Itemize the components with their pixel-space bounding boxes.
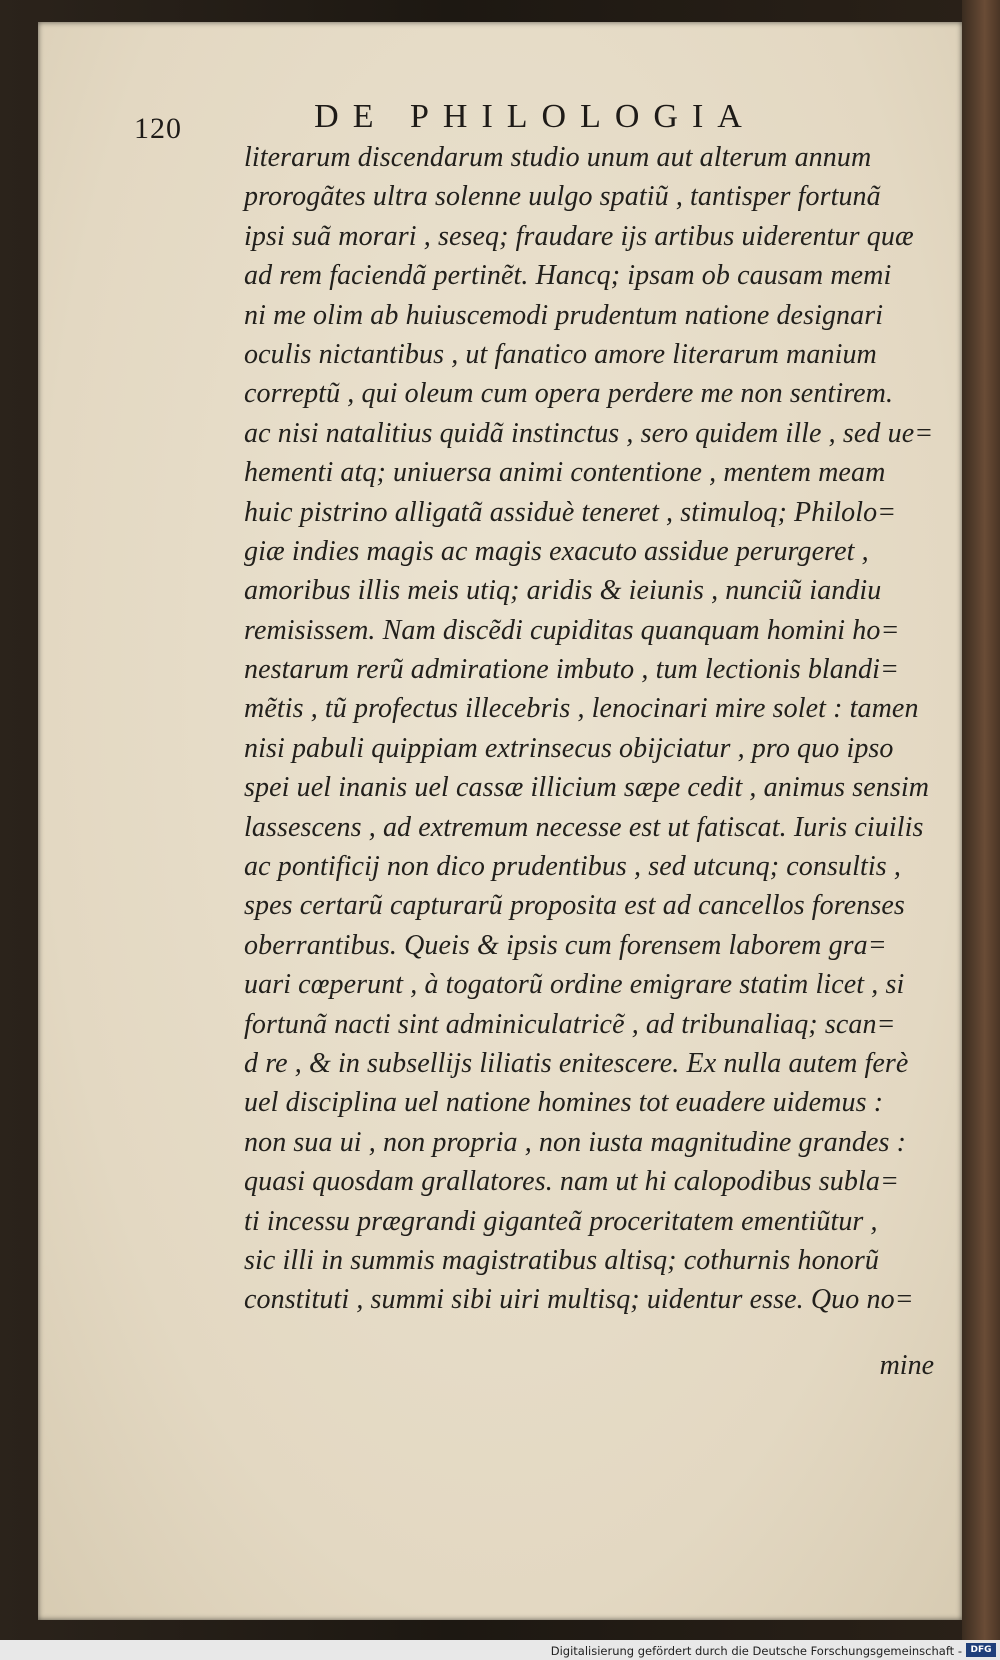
text-line: d re , & in subsellijs liliatis enitescere. Ex nulla autem ferè <box>244 1047 909 1079</box>
text-line: quasi quosdam grallatores. nam ut hi calopodibus subla= <box>244 1166 899 1198</box>
text-line: fortunã nacti sint adminiculatricẽ , ad tribunaliaq; scan= <box>244 1008 896 1040</box>
text-line: nestarum rerũ admiratione imbuto , tum lectionis blandi= <box>244 654 899 686</box>
funding-note: Digitalisierung gefördert durch die Deutsche Forschungsgemeinschaft - <box>550 1644 962 1658</box>
text-line: lassescens , ad extremum necesse est ut fatiscat. Iuris ciuilis <box>244 811 924 843</box>
body-text <box>244 138 934 1320</box>
text-line: ac pontificij non dico prudentibus , sed utcunq; consultis , <box>244 851 901 883</box>
text-line: uel disciplina uel natione homines tot euadere uidemus : <box>244 1087 884 1119</box>
text-line: literarum discendarum studio unum aut alterum annum <box>244 142 872 173</box>
running-head: DE PHILOLOGIA <box>314 98 756 135</box>
text-line: non sua ui , non propria , non iusta magnitudine grandes : <box>244 1126 906 1158</box>
text-line: spei uel inanis uel cassæ illicium sæpe cedit , animus sensim <box>244 772 930 804</box>
text-line: ipsi suã morari , seseq; fraudare ijs artibus uiderentur quæ <box>244 220 914 252</box>
text-line: mẽtis , tũ profectus illecebris , lenocinari mire solet : tamen <box>244 693 919 725</box>
text-line: spes certarũ capturarũ proposita est ad cancellos forenses <box>244 890 905 922</box>
text-line: huic pistrino alligatã assiduè teneret , stimuloq; Philolo= <box>244 496 897 528</box>
text-line: uari cœperunt , à togatorũ ordine emigrare statim licet , si <box>244 969 905 1001</box>
text-line: remisissem. Nam discẽdi cupiditas quanquam homini ho= <box>244 614 900 646</box>
text-line: nisi pabuli quippiam extrinsecus obijciatur , pro quo ipso <box>244 732 894 764</box>
text-line: correptũ , qui oleum cum opera perdere me non sentirem. <box>244 378 894 410</box>
text-line: oculis nictantibus , ut fanatico amore literarum manium <box>244 338 877 370</box>
text-line: hementi atq; uniuersa animi contentione , mentem meam <box>244 457 886 489</box>
text-line: ni me olim ab huiuscemodi prudentum natione designari <box>244 299 884 331</box>
book-edge <box>962 0 1000 1640</box>
text-line: amoribus illis meis utiq; aridis & ieiunis , nunciũ iandiu <box>244 575 882 607</box>
text-line: oberrantibus. Queis & ipsis cum forensem laborem gra= <box>244 929 887 961</box>
text-line: ac nisi natalitius quidã instinctus , sero quidem ille , sed ue= <box>244 417 934 449</box>
text-line: sic illi in summis magistratibus altisq; cothurnis honorũ <box>244 1244 879 1276</box>
text-line: ad rem faciendã pertinẽt. Hancq; ipsam ob causam memi <box>244 260 892 292</box>
text-line: giæ indies magis ac magis exacuto assidue perurgeret , <box>244 535 869 567</box>
footer-bar <box>0 1640 1000 1660</box>
dfg-logo: DFG <box>966 1643 996 1657</box>
catchword: mine <box>879 1350 934 1381</box>
page-number: 120 <box>134 112 182 145</box>
text-line: ti incessu prægrandi giganteã proceritatem ementiũtur , <box>244 1205 878 1237</box>
text-line: constituti , summi sibi uiri multisq; uidentur esse. Quo no= <box>244 1284 914 1316</box>
text-line: prorogãtes ultra solenne uulgo spatiũ , tantisper fortunã <box>244 181 881 213</box>
